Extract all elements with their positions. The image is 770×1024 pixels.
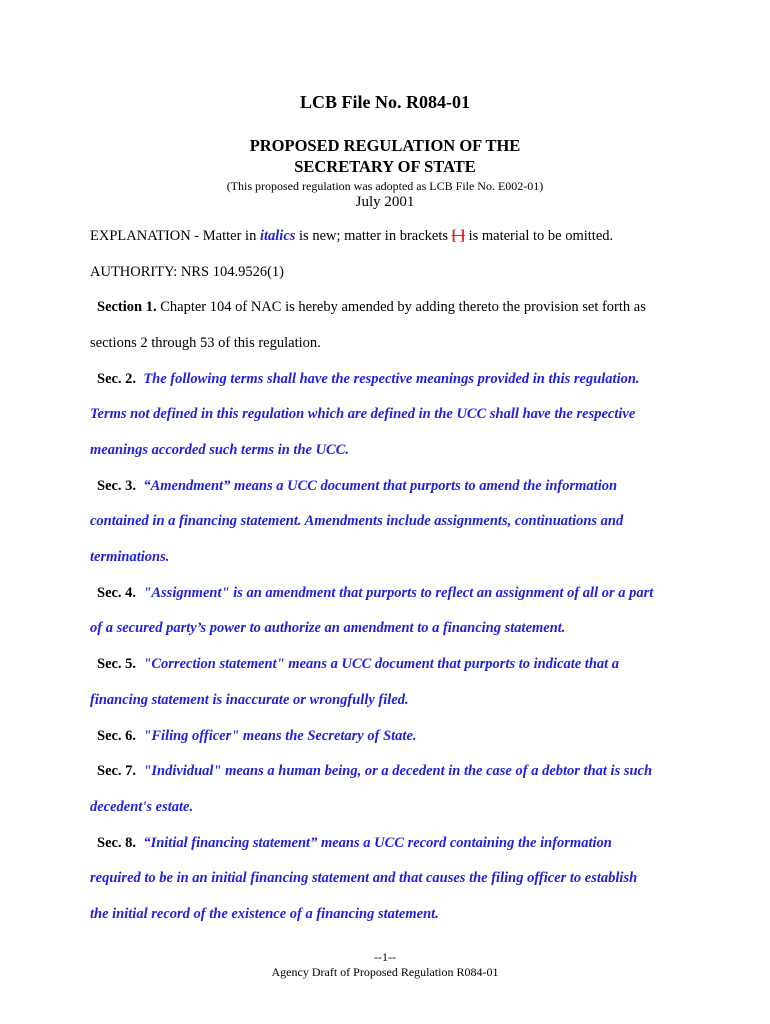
sec-6-label: Sec. 6. (97, 728, 137, 744)
sec-8-line-2: required to be in an initial financing statement and that causes the filing officer to establish (90, 870, 638, 886)
explanation-italics-word: italics (259, 228, 296, 244)
sec-2-label: Sec. 2. (97, 371, 137, 387)
explanation-prefix: EXPLANATION - Matter in (90, 228, 260, 244)
section-1-line-2: sections 2 through 53 of this regulation. (90, 335, 321, 351)
sec-8-text: “Initial financing statement” means a UCC record containing the information (143, 835, 612, 851)
section-1-line-1 (97, 299, 697, 316)
explanation-suffix: is material to be omitted. (464, 228, 614, 244)
sec-7-line-2: decedent's estate. (90, 799, 194, 815)
sec-7-text: "Individual" means a human being, or a decedent in the case of a debtor that is such (143, 763, 653, 779)
sec-5-text: "Correction statement" means a UCC document that purports to indicate that a (143, 656, 620, 672)
sec-6-line-1 (97, 728, 697, 745)
sec-8-line-3: the initial record of the existence of a financing statement. (90, 906, 439, 922)
explanation (90, 228, 690, 245)
sec-5-line-1 (97, 656, 697, 673)
sec-3-line-1 (97, 478, 697, 495)
sec-2-line-1 (97, 371, 697, 388)
sec-8-label: Sec. 8. (97, 835, 137, 851)
sec-4-line-1 (97, 585, 697, 602)
sec-5-line-2: financing statement is inaccurate or wrongfully filed. (90, 692, 409, 708)
explanation-brackets: [ ] (451, 228, 465, 244)
sec-2-line-2: Terms not defined in this regulation which are defined in the UCC shall have the respective (90, 406, 636, 422)
footer-text: Agency Draft of Proposed Regulation R084-01 (271, 965, 499, 979)
sec-4-line-2: of a secured party’s power to authorize an amendment to a financing statement. (90, 620, 566, 636)
sec-4-text: "Assignment" is an amendment that purports to reflect an assignment of all or a part (143, 585, 654, 601)
title-line-1: PROPOSED REGULATION OF THE (249, 136, 521, 155)
document-date: July 2001 (355, 194, 415, 210)
sec-3-line-3: terminations. (90, 549, 170, 565)
page-number: --1-- (374, 950, 396, 964)
sec-3-text: “Amendment” means a UCC document that purports to amend the information (143, 478, 618, 494)
file-number: LCB File No. R084-01 (300, 92, 470, 112)
sec-3-label: Sec. 3. (97, 478, 137, 494)
title-line-2: SECRETARY OF STATE (294, 157, 476, 176)
sec-6-text: "Filing officer" means the Secretary of State. (143, 728, 417, 744)
section-1-label: Section 1. (97, 299, 157, 315)
sec-7-line-1 (97, 763, 697, 780)
authority: AUTHORITY: NRS 104.9526(1) (90, 264, 285, 280)
sec-3-line-2: contained in a financing statement. Amendments include assignments, continuations and (90, 513, 624, 529)
sec-2-line-3: meanings accorded such terms in the UCC. (90, 442, 350, 458)
sec-7-label: Sec. 7. (97, 763, 137, 779)
sec-5-label: Sec. 5. (97, 656, 137, 672)
sec-4-label: Sec. 4. (97, 585, 137, 601)
sec-8-line-1 (97, 835, 697, 852)
section-1-text: Chapter 104 of NAC is hereby amended by adding thereto the provision set forth as (156, 299, 646, 315)
explanation-middle: is new; matter in brackets (295, 228, 452, 244)
sec-2-text: The following terms shall have the respective meanings provided in this regulation. (143, 371, 640, 387)
adopted-note: (This proposed regulation was adopted as LCB File No. E002-01) (226, 179, 544, 193)
